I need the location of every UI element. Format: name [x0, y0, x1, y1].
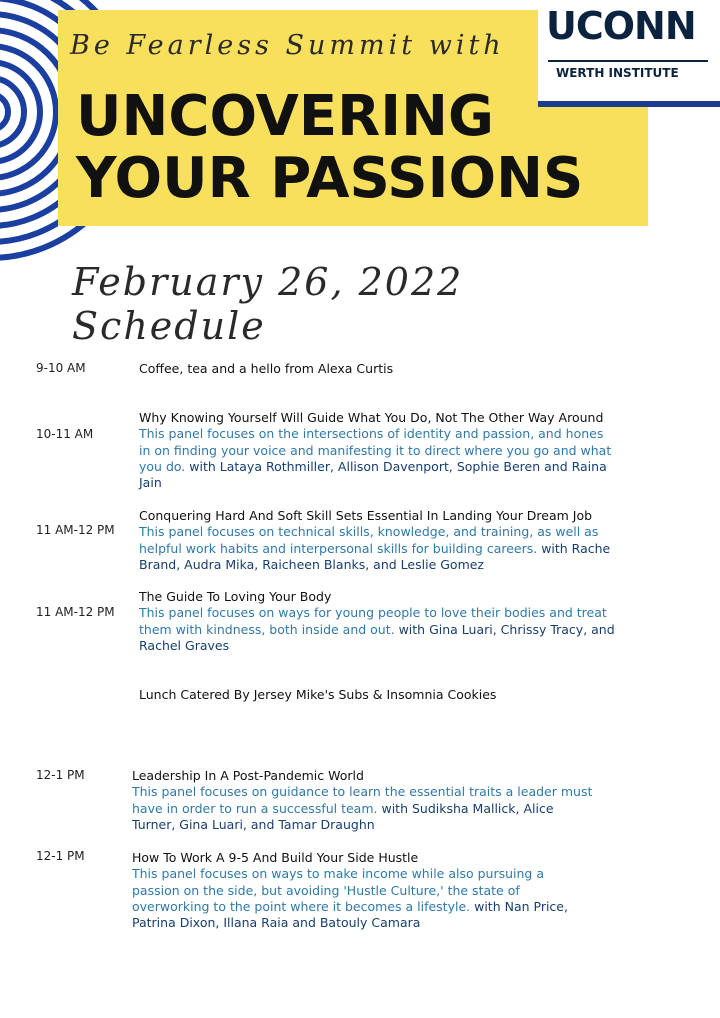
session-time: 9-10 AM	[36, 361, 86, 375]
session-description: This panel focuses on technical skills, knowledge, and training, as well as helpful work habits and interpersonal skills for building careers.	[139, 524, 599, 556]
session-title: Conquering Hard And Soft Skill Sets Essential In Landing Your Dream Job	[139, 508, 593, 523]
session-title: Lunch Catered By Jersey Mike's Subs & Insomnia Cookies	[139, 687, 497, 702]
session-speakers: with Lataya Rothmiller, Allison Davenport, Sophie Beren and Raina Jain	[139, 458, 607, 491]
session-speakers: with Nan Price, Patrina Dixon, Illana Raia and Batouly Camara	[132, 898, 568, 931]
session-time: 12-1 PM	[36, 849, 85, 863]
session-title: The Guide To Loving Your Body	[139, 589, 332, 604]
session-title: Leadership In A Post-Pandemic World	[132, 768, 364, 783]
session-title: Coffee, tea and a hello from Alexa Curtis	[139, 361, 394, 376]
uconn-logo	[538, 0, 720, 107]
session-time: 12-1 PM	[36, 768, 85, 782]
session-speakers: with Rache Brand, Audra Mika, Raicheen Blanks, and Leslie Gomez	[139, 540, 611, 572]
session-speakers: with Gina Luari, Chrissy Tracy, and Rachel Graves	[139, 621, 615, 653]
schedule-item	[139, 508, 617, 573]
schedule-item	[132, 768, 594, 833]
schedule-item	[139, 410, 617, 491]
event-title-line-2: YOUR PASSIONS	[76, 146, 584, 211]
session-speakers: with Sudiksha Mallick, Alice Turner, Gina Luari, and Tamar Draughn	[132, 800, 554, 832]
schedule-item	[139, 687, 617, 703]
schedule-item	[139, 361, 609, 377]
session-description: This panel focuses on ways to make income while also pursuing a passion on the side, but avoiding 'Hustle Culture,' the state of overworking to the point where it becomes a lifestyle.	[132, 866, 544, 914]
session-description: This panel focuses on guidance to learn the essential traits a leader must have in order to run a successful team.	[132, 784, 593, 816]
session-description: This panel focuses on the intersections of identity and passion, and hones in on finding your voice and manifesting it to direct where you go and what you do.	[139, 426, 612, 474]
session-title: How To Work A 9-5 And Build Your Side Hustle	[132, 850, 419, 865]
schedule-item	[139, 589, 617, 654]
event-title	[76, 86, 583, 210]
session-title: Why Knowing Yourself Will Guide What You Do, Not The Other Way Around	[139, 410, 604, 425]
schedule-item	[132, 850, 594, 931]
event-title-line-1: UNCOVERING	[76, 84, 494, 149]
logo-subtitle: WERTH INSTITUTE	[556, 66, 679, 80]
event-script-line: Be Fearless Summit with	[70, 30, 505, 61]
session-time: 11 AM-12 PM	[36, 605, 115, 619]
logo-wordmark: UCONN	[546, 4, 696, 48]
schedule-date-heading: February 26, 2022 Schedule	[72, 260, 464, 348]
session-time: 11 AM-12 PM	[36, 523, 115, 537]
session-time: 10-11 AM	[36, 427, 94, 441]
session-description: This panel focuses on ways for young people to love their bodies and treat them with kindness, both inside and out.	[139, 605, 607, 637]
